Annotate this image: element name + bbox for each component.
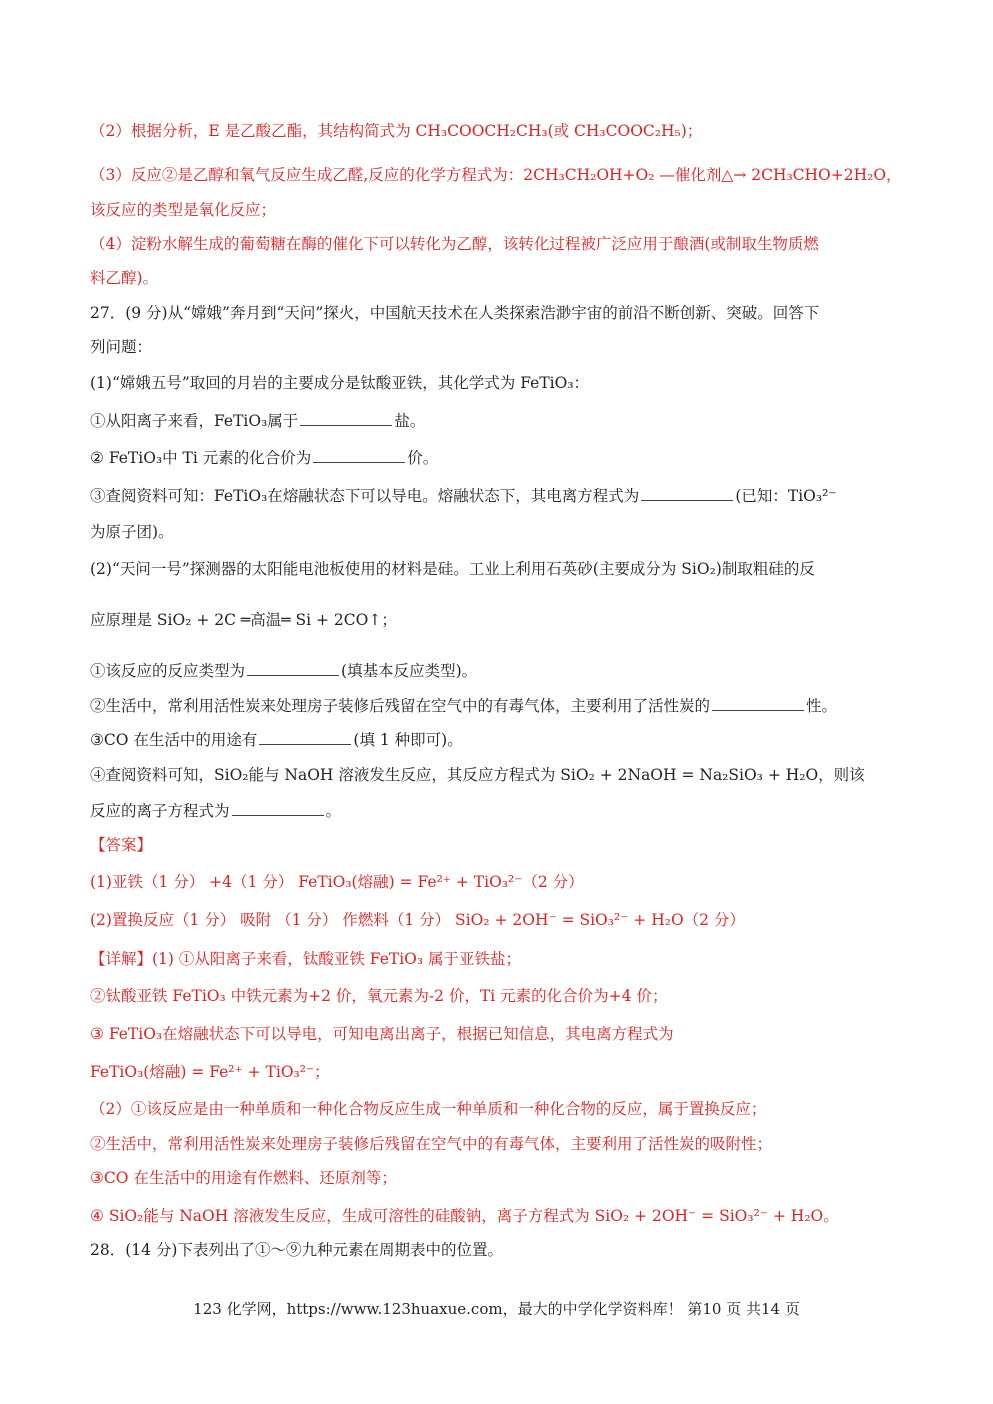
text-line: [90, 1099, 766, 1119]
text-line: [90, 610, 397, 630]
text-line: [90, 765, 865, 785]
text-line: [90, 1240, 503, 1260]
text-line: [90, 1134, 772, 1154]
line-text: ①从阳离子来看，FeTiO₃属于: [90, 412, 299, 430]
text-line: [90, 448, 438, 468]
text-line: [90, 661, 477, 681]
text-line: [90, 1168, 397, 1188]
line-text: (2)置换反应（1 分） 吸附 （1 分） 作燃料（1 分） SiO₂ + 2OH⁻ = SiO₃²⁻ + H₂O（2 分）: [90, 911, 745, 929]
line-text: FeTiO₃(熔融) = Fe²⁺ + TiO₃²⁻；: [90, 1063, 330, 1081]
text-line: [90, 486, 836, 506]
text-line: [90, 949, 521, 969]
answer-blank: [300, 411, 392, 426]
answer-blank: [232, 801, 324, 816]
line-text: （2）①该反应是由一种单质和一种化合物反应生成一种单质和一种化合物的反应，属于置换反应；: [90, 1100, 767, 1118]
answer-blank: [313, 448, 405, 463]
text-line: [90, 910, 745, 930]
line-text: ②生活中，常利用活性炭来处理房子装修后残留在空气中的有毒气体，主要利用了活性炭的: [90, 697, 711, 715]
line-text: 【详解】(1) ①从阳离子来看，钛酸亚铁 FeTiO₃ 属于亚铁盐；: [90, 950, 522, 968]
line-text: ④查阅资料可知，SiO₂能与 NaOH 溶液发生反应，其反应方程式为 SiO₂ + 2NaOH = Na₂SiO₃ + H₂O，则该: [90, 766, 865, 784]
text-line: [90, 234, 819, 254]
line-text: (2)“天问一号”探测器的太阳能电池板使用的材料是硅。工业上利用石英砂(主要成分为 SiO₂)制取粗硅的反: [90, 560, 815, 578]
text-line: [90, 411, 425, 431]
line-text: 应原理是 SiO₂ + 2C ═高温═ Si + 2CO↑；: [90, 611, 397, 629]
line-text: ③CO 在生活中的用途有作燃料、还原剂等；: [90, 1169, 397, 1187]
answer-blank: [641, 486, 733, 501]
line-text-after: 。: [325, 802, 342, 820]
line-text-after: (填基本反应类型)。: [341, 662, 478, 680]
line-text-after: (填 1 种即可)。: [353, 731, 463, 749]
line-text: 为原子团)。: [90, 523, 174, 541]
line-text: 【答案】: [90, 836, 153, 854]
text-line: [90, 730, 463, 750]
answer-blank: [247, 661, 339, 676]
text-line: [90, 1206, 839, 1226]
line-text: 27．(9 分)从“嫦娥”奔月到“天问”探火，中国航天技术在人类探索浩渺宇宙的前沿不断创新、突破。回答下: [90, 304, 820, 322]
line-text: 28．(14 分)下表列出了①～⑨九种元素在周期表中的位置。: [90, 1241, 503, 1259]
line-text: ③CO 在生活中的用途有: [90, 731, 258, 749]
text-line: [90, 268, 158, 288]
line-text: 反应的离子方程式为: [90, 802, 230, 820]
line-text: ③ FeTiO₃在熔融状态下可以导电，可知电离出离子，根据已知信息，其电离方程式为: [90, 1025, 674, 1043]
line-text: ①该反应的反应类型为: [90, 662, 246, 680]
line-text-after: 性。: [806, 697, 838, 715]
text-line: [90, 1062, 330, 1082]
answer-blank: [259, 730, 351, 745]
text-line: [90, 696, 837, 716]
text-line: [90, 835, 152, 855]
text-line: [90, 1024, 674, 1044]
text-line: [90, 986, 667, 1006]
line-text-after: (已知：TiO₃²⁻: [735, 487, 837, 505]
line-text: ②钛酸亚铁 FeTiO₃ 中铁元素为+2 价，氧元素为-2 价，Ti 元素的化合价为+4 价；: [90, 987, 668, 1005]
text-line: [90, 801, 341, 821]
line-text: （2）根据分析，E 是乙酸乙酯，其结构简式为 CH₃COOCH₂CH₃(或 CH₃COOC₂H₅)；: [90, 122, 703, 140]
line-text: (1)“嫦娥五号”取回的月岩的主要成分是钛酸亚铁，其化学式为 FeTiO₃：: [90, 374, 590, 392]
text-line: [90, 165, 902, 185]
line-text: （4）淀粉水解生成的葡萄糖在酶的催化下可以转化为乙醇，该转化过程被广泛应用于酿酒(或制取生物质燃: [90, 235, 819, 253]
text-line: [90, 337, 152, 357]
text-line: [90, 121, 702, 141]
answer-blank: [712, 696, 804, 711]
text-line: [90, 522, 174, 542]
line-text: ④ SiO₂能与 NaOH 溶液发生反应，生成可溶性的硅酸钠，离子方程式为 SiO₂ + 2OH⁻ = SiO₃²⁻ + H₂O。: [90, 1207, 839, 1225]
page-footer: 123 化学网，https://www.123huaxue.com，最大的中学化学资料库！ 第10 页 共14 页: [193, 1300, 800, 1318]
text-line: [90, 303, 819, 323]
line-text: （3）反应②是乙醇和氧气反应生成乙醛,反应的化学方程式为：2CH₃CH₂OH+O₂ —催化剂△→ 2CH₃CHO+2H₂O，: [90, 166, 902, 184]
line-text: 料乙醇)。: [90, 269, 159, 287]
text-line: [90, 872, 584, 892]
line-text: 列问题：: [90, 338, 153, 356]
line-text: ②生活中，常利用活性炭来处理房子装修后残留在空气中的有毒气体，主要利用了活性炭的吸附性；: [90, 1135, 773, 1153]
text-line: [90, 200, 276, 220]
line-text: (1)亚铁（1 分） +4（1 分） FeTiO₃(熔融) = Fe²⁺ + TiO₃²⁻（2 分）: [90, 873, 584, 891]
line-text: ② FeTiO₃中 Ti 元素的化合价为: [90, 449, 312, 467]
line-text-after: 价。: [407, 449, 439, 467]
line-text: ③查阅资料可知：FeTiO₃在熔融状态下可以导电。熔融状态下，其电离方程式为: [90, 487, 640, 505]
line-text: 该反应的类型是氧化反应；: [90, 201, 277, 219]
line-text-after: 盐。: [394, 412, 426, 430]
text-line: [90, 373, 589, 393]
text-line: [90, 559, 815, 579]
